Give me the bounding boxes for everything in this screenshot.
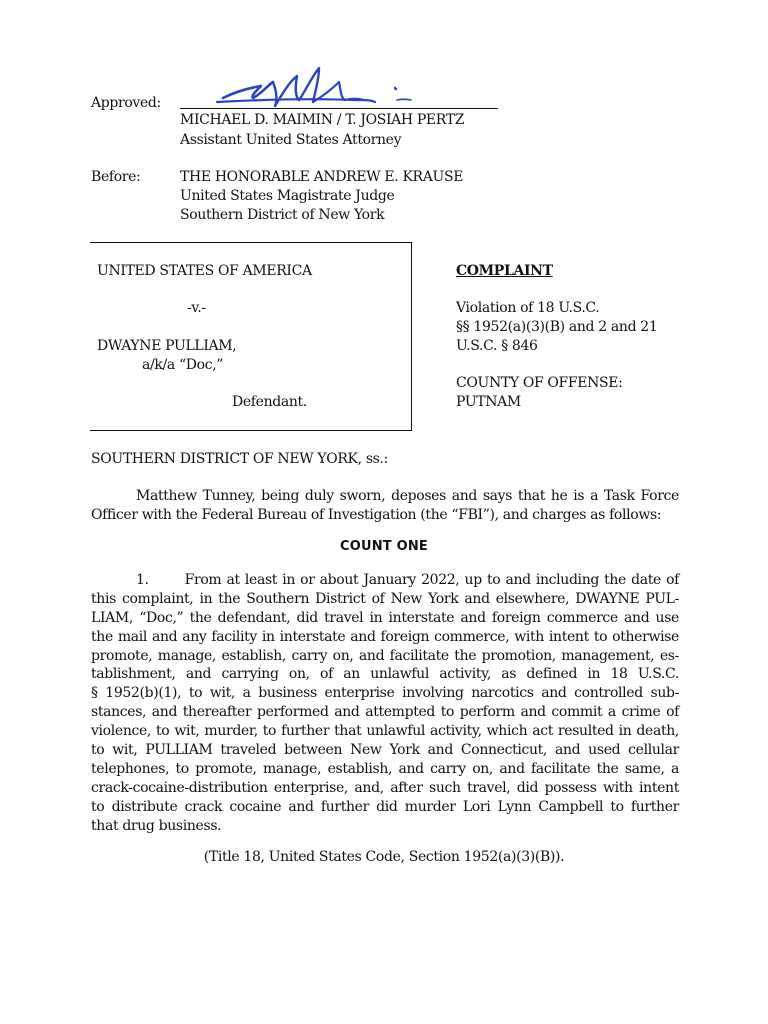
attorney-title: Assistant United States Attorney (180, 132, 402, 148)
versus-label: -v.- (187, 300, 206, 316)
county-line-1: COUNTY OF OFFENSE: (456, 375, 623, 391)
paragraph-line: the mail and any facility in interstate and foreign commerce, with intent to otherwise (91, 628, 679, 645)
defendant-label: Defendant. (232, 394, 307, 410)
paragraph-line: that drug business. (91, 817, 222, 834)
paragraph-line: to wit, PULLIAM traveled between New York and Connecticut, and used cellular (91, 742, 679, 759)
venue-line: SOUTHERN DISTRICT OF NEW YORK, ss.: (91, 451, 388, 467)
paragraph-line: telephones, to promote, manage, establish, and carry on, and facilitate the same, a (91, 760, 679, 777)
paragraph-line: to distribute crack cocaine and further did murder Lori Lynn Campbell to further (91, 798, 679, 815)
paragraph-line: promote, manage, establish, carry on, and facilitate the promotion, management, es- (91, 647, 679, 664)
paragraph-line: this complaint, in the Southern District of New York and elsewhere, DWAYNE PUL- (91, 590, 679, 607)
intro-line: Matthew Tunney, being duly sworn, deposes and says that he is a Task Force (136, 488, 679, 504)
intro-paragraph (91, 487, 679, 525)
paragraph-line: violence, to wit, murder, to further that unlawful activity, which act resulted in death, (91, 723, 679, 740)
judge-district: Southern District of New York (180, 207, 385, 223)
violation-line-2: §§ 1952(a)(3)(B) and 2 and 21 (456, 319, 658, 335)
judge-name: THE HONORABLE ANDREW E. KRAUSE (180, 169, 464, 185)
complaint-title: COMPLAINT (456, 263, 553, 279)
paragraph-line: tablishment, and carrying on, of an unlawful activity, as defined in 18 U.S.C. (91, 666, 679, 683)
paragraph-1 (91, 571, 679, 835)
before-label: Before: (91, 169, 141, 185)
paragraph-line: LIAM, “Doc,” the defendant, did travel in interstate and foreign commerce and use (91, 609, 679, 626)
count-one-heading: COUNT ONE (339, 539, 429, 554)
paragraph-line: stances, and thereafter performed and attempted to perform and commit a crime of (91, 704, 679, 721)
paragraph-line: § 1952(b)(1), to wit, a business enterprise involving narcotics and controlled sub- (91, 685, 679, 702)
judge-title: United States Magistrate Judge (180, 188, 395, 204)
attorney-name: MICHAEL D. MAIMIN / T. JOSIAH PERTZ (180, 112, 465, 128)
signature-line (180, 108, 498, 109)
plaintiff-name: UNITED STATES OF AMERICA (97, 263, 312, 279)
defendant-alias: a/k/a “Doc,” (142, 357, 224, 373)
signature-image (215, 62, 420, 110)
county-line-2: PUTNAM (456, 394, 521, 410)
intro-line: Officer with the Federal Bureau of Investigation (the “FBI”), and charges as follows: (91, 506, 662, 523)
violation-line-1: Violation of 18 U.S.C. (456, 300, 600, 316)
statute-citation: (Title 18, United States Code, Section 1952(a)(3)(B)). (203, 849, 565, 865)
paragraph-line: crack-cocaine-distribution enterprise, and, after such travel, did possess with intent (91, 779, 679, 796)
violation-line-3: U.S.C. § 846 (456, 338, 538, 354)
paragraph-line: 1. From at least in or about January 2022, up to and including the date of (136, 572, 679, 588)
approved-label: Approved: (91, 95, 161, 111)
defendant-name: DWAYNE PULLIAM, (97, 338, 237, 354)
